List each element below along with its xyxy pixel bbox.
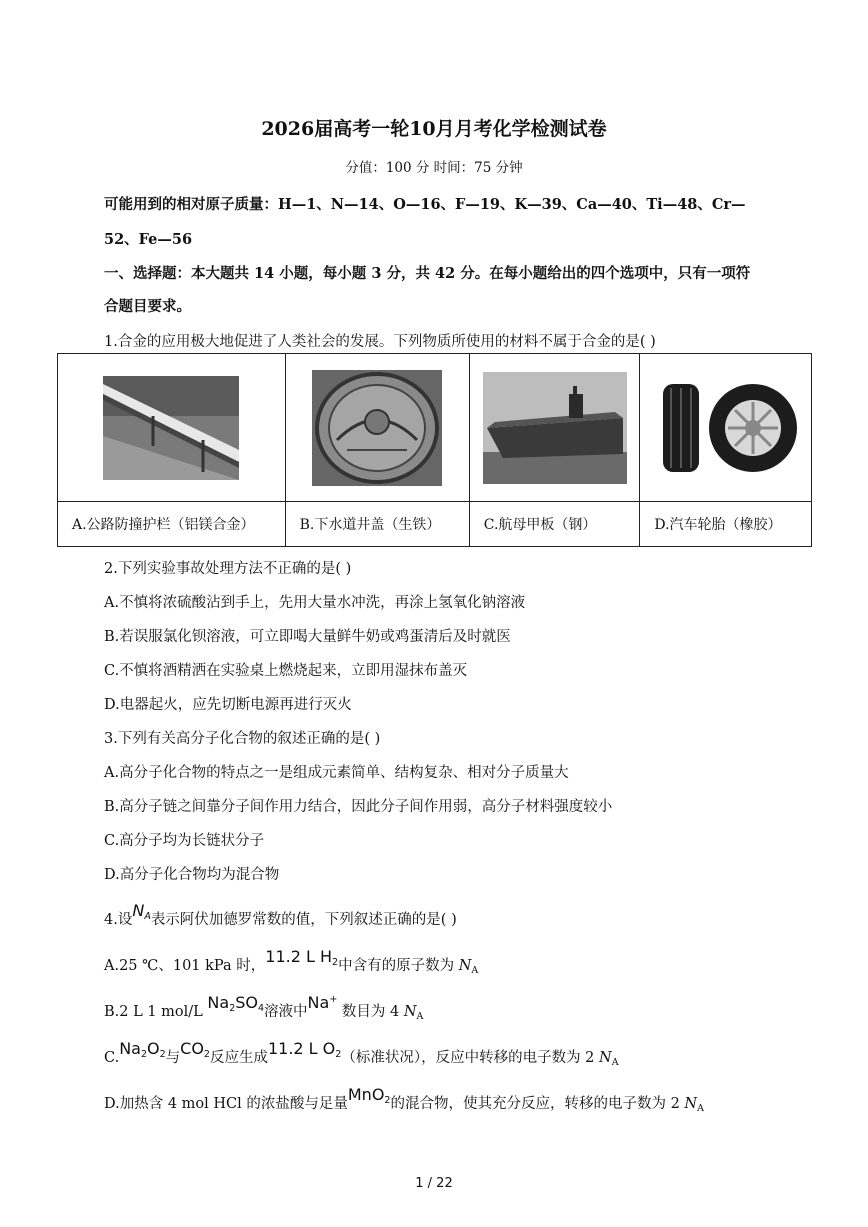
q1-option-d: D.汽车轮胎（橡胶）	[640, 502, 812, 547]
q4-stem	[104, 901, 457, 930]
avogadro-symbol: $N_A$	[132, 901, 151, 922]
atomic-mass-line-1: 可能用到的相对原子质量：H—1、N—14、O—16、F—19、K—39、Ca—40、Ti—48、Cr—	[104, 196, 746, 213]
q2-option-b: B.若误服氯化钡溶液，可立即喝大量鲜牛奶或鸡蛋清后及时就医	[104, 629, 511, 645]
q1-option-d-image-cell	[640, 354, 812, 502]
q4-option-d: D.加热含 4 mol HCl 的浓盐酸与足量MnO$_2$的混合物，使其充分反应，转移的电子数为 2 $N_A$	[104, 1085, 704, 1114]
q1-option-a: A.公路防撞护栏（铝镁合金）	[58, 502, 286, 547]
q4-stem-text: 表示阿伏加德罗常数的值，下列叙述正确的是( )	[150, 912, 457, 928]
sodium-ion-formula: Na+	[307, 993, 338, 1012]
q3-option-d: D.高分子化合物均为混合物	[104, 867, 280, 883]
o2-volume-formula: 11.2 L $O_2$	[267, 1039, 342, 1060]
q1-options-table	[57, 353, 812, 547]
q1-option-b-image-cell	[285, 354, 469, 502]
q2-stem: 2.下列实验事故处理方法不正确的是( )	[104, 561, 352, 577]
atomic-mass-line-2: 52、Fe—56	[104, 231, 193, 248]
q3-option-c: C.高分子均为长链状分子	[104, 833, 265, 849]
q2-option-c: C.不慎将酒精洒在实验桌上燃烧起来，立即用湿抹布盖灭	[104, 663, 468, 679]
q4-stem-prefix: 4.设	[104, 912, 133, 928]
mno2-formula: MnO$_2$	[347, 1085, 391, 1106]
q3-option-a: A.高分子化合物的特点之一是组成元素简单、结构复杂、相对分子质量大	[104, 765, 569, 781]
page-number: 1 / 22	[415, 1176, 453, 1191]
manhole-cover-photo-icon	[312, 370, 442, 486]
co2-formula: $CO_2$	[180, 1039, 210, 1060]
q2-option-a: A.不慎将浓硫酸沾到手上，先用大量水冲洗，再涂上氢氧化钠溶液	[104, 595, 526, 611]
guardrail-photo-icon	[103, 376, 239, 480]
q4-option-c: $C.Na_2O_2$与$CO_2$反应生成11.2 L $O_2$（标准状况），反应中转移的电子数为 2 $N_A$	[104, 1039, 619, 1068]
section-heading-line-1: 一、选择题：本大题共 14 小题，每小题 3 分，共 42 分。在每小题给出的四个选项中，只有一项符	[104, 265, 751, 282]
q1-option-a-image-cell	[58, 354, 286, 502]
tire-photo-icon	[653, 376, 799, 480]
q2-option-d: D.电器起火，应先切断电源再进行灭火	[104, 697, 352, 713]
q4-option-a: A.25 ℃、101 kPa 时，11.2 L $H_2$中含有的原子数为 $N_A$	[104, 947, 479, 976]
na2so4-formula: $Na_2SO_4$	[207, 993, 265, 1014]
aircraft-carrier-photo-icon	[483, 372, 627, 484]
q1-option-b: B.下水道井盖（生铁）	[285, 502, 469, 547]
section-heading-line-2: 合题目要求。	[104, 298, 191, 315]
exam-meta: 分值：100 分 时间：75 分钟	[345, 160, 523, 176]
q4-option-b: B.2 L 1 mol/L $Na_2SO_4$溶液中Na+ 数目为 4 $N_A$	[104, 993, 424, 1022]
na2o2-formula: $Na_2O_2$	[119, 1039, 166, 1060]
q3-option-b: B.高分子链之间靠分子间作用力结合，因此分子间作用弱，高分子材料强度较小	[104, 799, 613, 815]
q1-option-c: C.航母甲板（钢）	[469, 502, 640, 547]
page-title: 2026届高考一轮10月月考化学检测试卷	[261, 118, 607, 140]
q1-option-c-image-cell	[469, 354, 640, 502]
h2-volume-formula: 11.2 L $H_2$	[265, 947, 339, 968]
q1-stem: 1.合金的应用极大地促进了人类社会的发展。下列物质所使用的材料不属于合金的是( )	[104, 334, 656, 350]
q3-stem: 3.下列有关高分子化合物的叙述正确的是( )	[104, 731, 381, 747]
